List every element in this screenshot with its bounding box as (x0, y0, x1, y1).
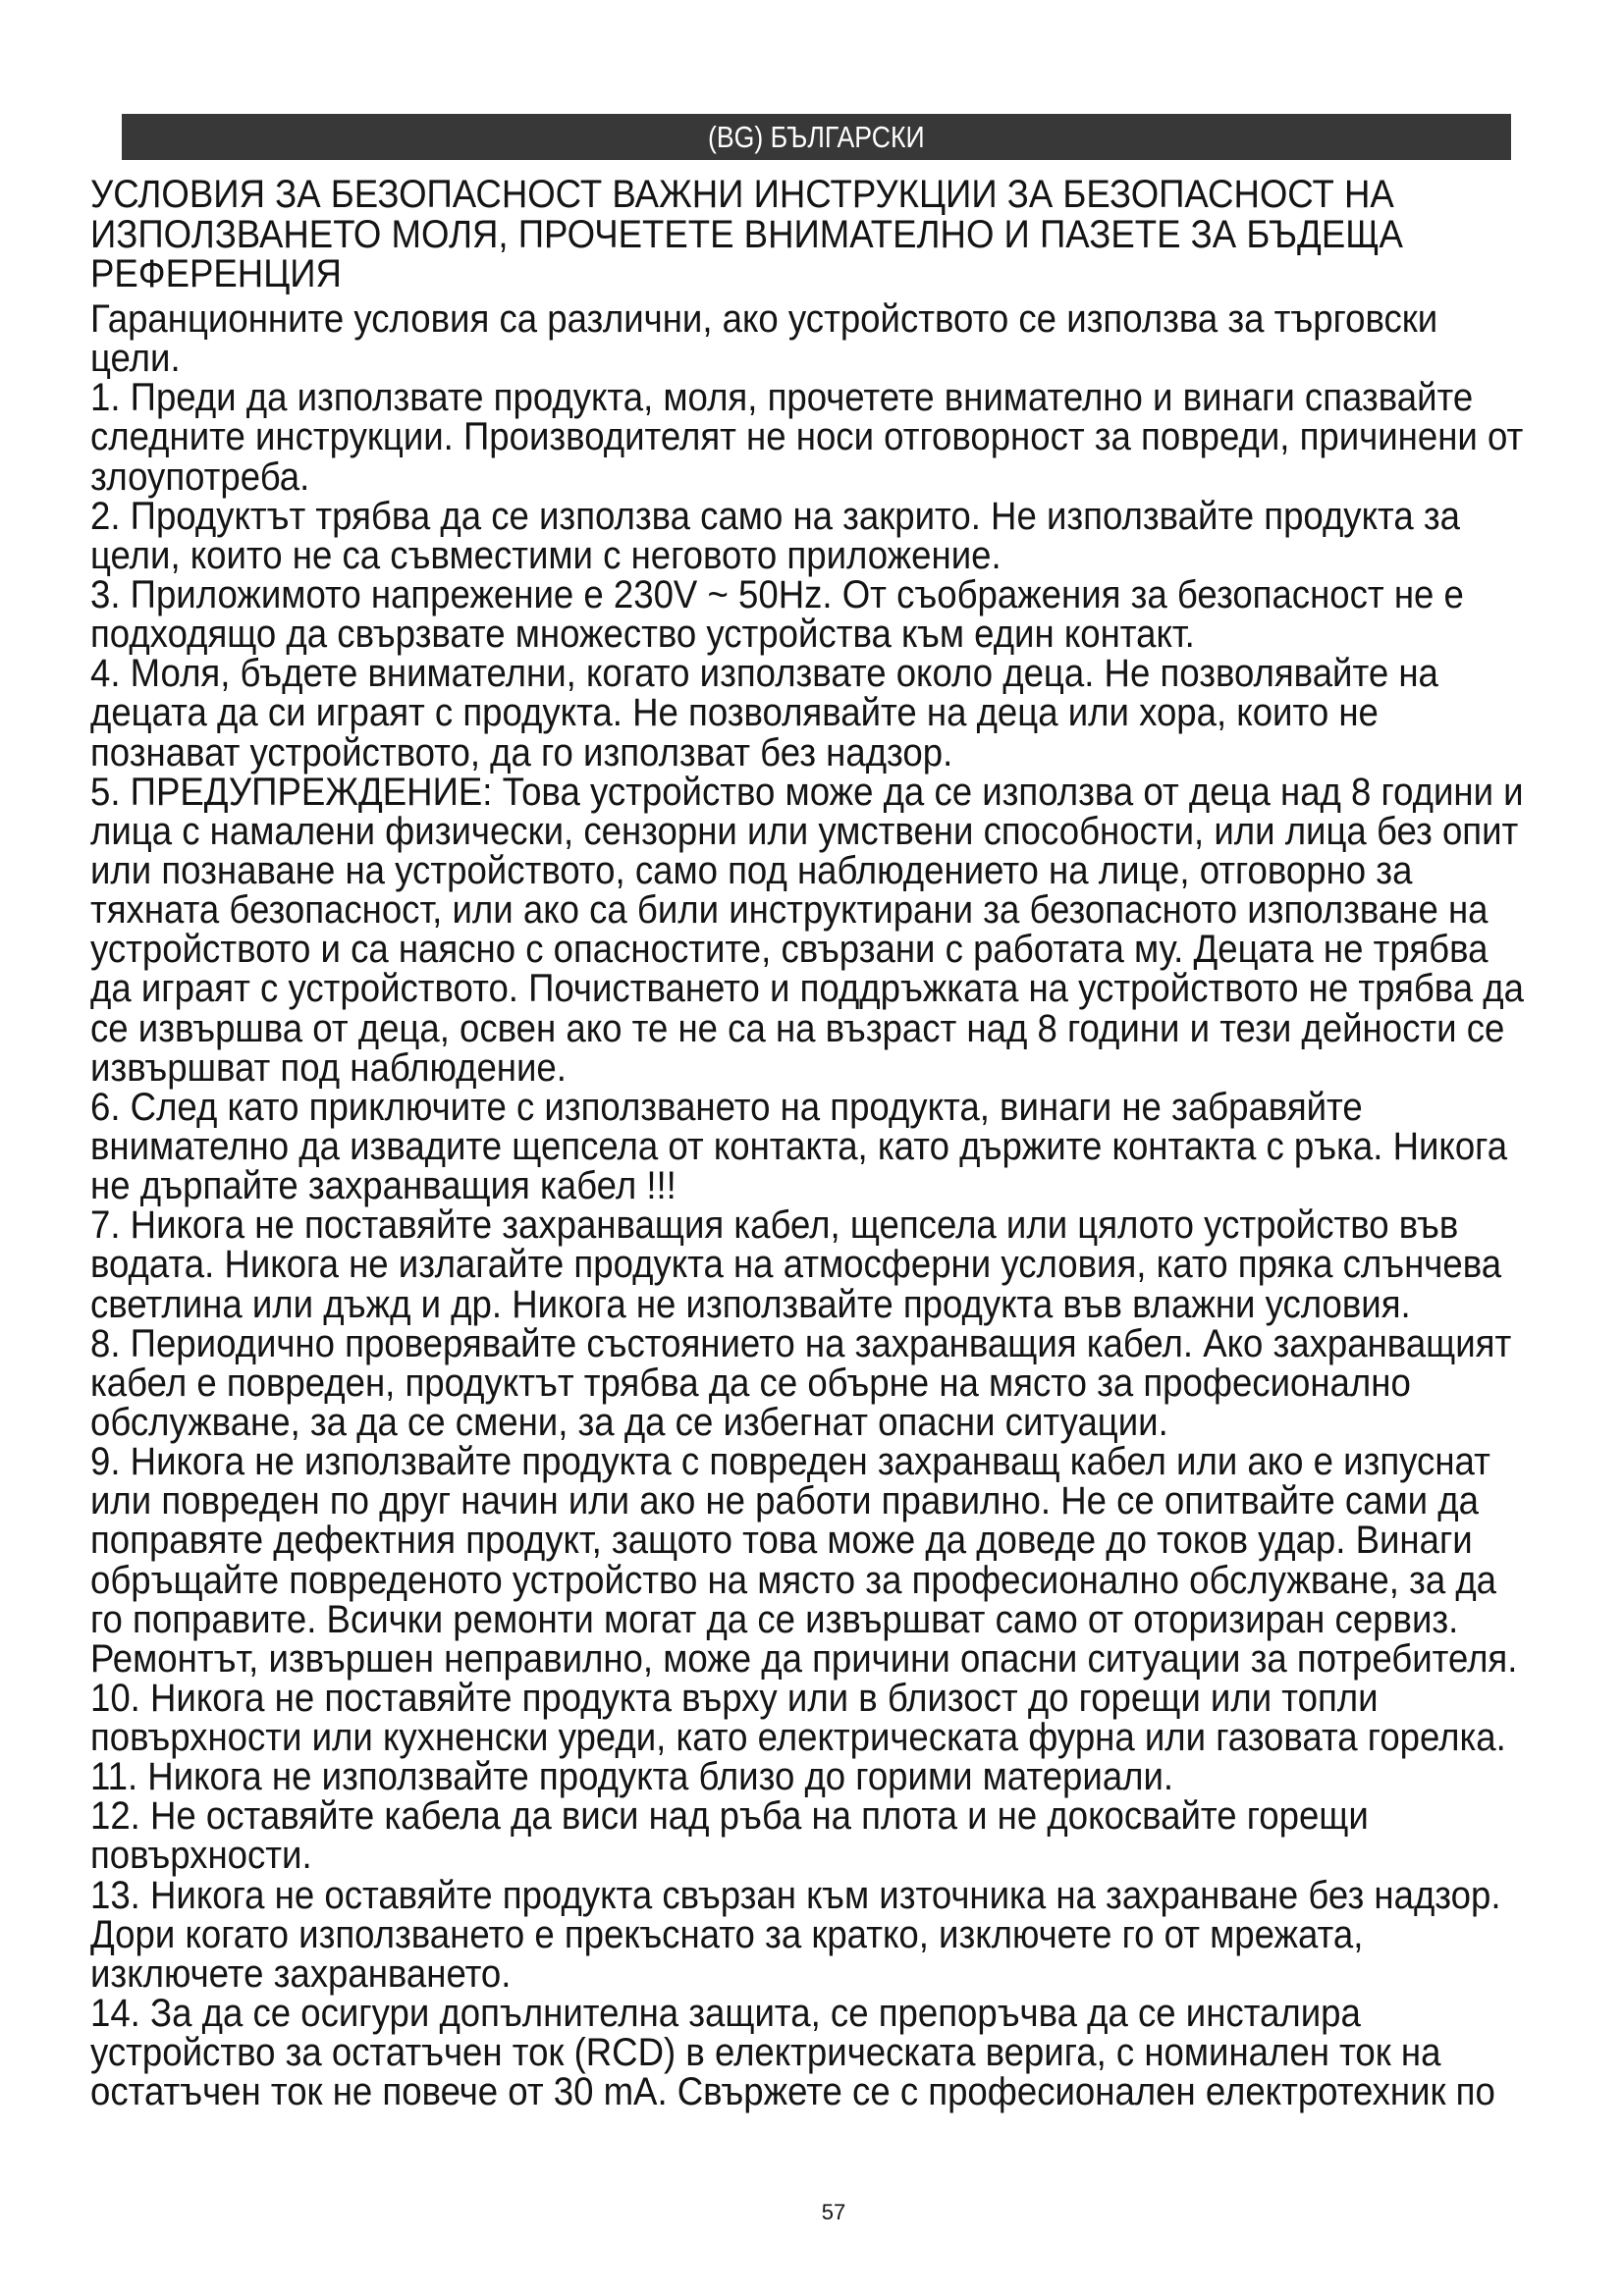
text-line: 2. Продуктът трябва да се използва само на закрито. Не използвайте продукта за (90, 494, 1460, 538)
text-line: подходящо да свързвате множество устройства към един контакт. (90, 613, 1195, 657)
language-header-bar (122, 114, 1511, 160)
instruction-1 (90, 376, 1529, 499)
text-line: 9. Никога не използвайте продукта с повреден захранващ кабел или ако е изпуснат (90, 1440, 1490, 1484)
text-line: 4. Моля, бъдете внимателни, когато използвате около деца. Не позволявайте на (90, 652, 1438, 696)
text-line: повърхности. (90, 1834, 312, 1878)
text-line: устройството и са наясно с опасностите, свързани с работата му. Децата не трябва (90, 928, 1489, 972)
title-line: УСЛОВИЯ ЗА БЕЗОПАСНОСТ ВАЖНИ ИНСТРУКЦИИ ЗА БЕЗОПАСНОСТ НА (90, 173, 1394, 216)
text-line: поправяте дефектния продукт, защото това може да доведе до токов удар. Винаги (90, 1519, 1473, 1563)
instruction-3 (90, 572, 1529, 657)
text-line: цели, които не са съвместими с неговото приложение. (90, 533, 1001, 577)
text-line: 10. Никога не поставяйте продукта върху или в близост до горещи или топли (90, 1676, 1379, 1720)
instruction-4 (90, 654, 1529, 772)
text-line: 11. Никога не използвайте продукта близо до горими материали. (90, 1755, 1174, 1799)
instruction-2 (90, 494, 1529, 577)
text-line: Ремонтът, извършен неправилно, може да причини опасни ситуации за потребителя. (90, 1636, 1518, 1681)
title-line: РЕФЕРЕНЦИЯ (90, 252, 342, 295)
instruction-6 (90, 1085, 1529, 1208)
text-line: лица с намалени физически, сензорни или умствени способности, или лица без опит (90, 809, 1519, 853)
instruction-7 (90, 1203, 1529, 1326)
text-line: 14. За да се осигури допълнителна защита, се препоръчва да се инсталира (90, 1992, 1361, 2036)
text-line: се извършва от деца, освен ако те не са на възраст над 8 години и тези дейности се (90, 1006, 1505, 1050)
text-line: го поправите. Всички ремонти могат да се извършват само от оторизиран сервиз. (90, 1597, 1459, 1641)
text-line: 1. Преди да използвате продукта, моля, прочетете внимателно и винаги спазвайте (90, 376, 1474, 420)
instruction-14 (90, 1992, 1529, 2114)
text-line: или повреден по друг начин или ако не работи правилно. Не се опитвайте сами да (90, 1479, 1479, 1523)
text-line: остатъчен ток не повече от 30 mA. Свържете се с професионален електротехник по (90, 2070, 1495, 2114)
text-line: обслужване, за да се смени, за да се избегнат опасни ситуации. (90, 1400, 1168, 1444)
title-line: ИЗПОЛЗВАНЕТО МОЛЯ, ПРОЧЕТЕТЕ ВНИМАТЕЛНО И ПАЗЕТЕ ЗА БЪДЕЩА (90, 212, 1403, 256)
text-line: внимателно да извадите щепсела от контакта, като държите контакта с ръка. Никога (90, 1124, 1508, 1168)
text-line: повърхности или кухненски уреди, като електрическата фурна или газовата горелка. (90, 1716, 1506, 1760)
text-line: 7. Никога не поставяйте захранващия кабел, щепсела или цялото устройство във (90, 1203, 1459, 1248)
text-line: кабел е повреден, продуктът трябва да се обърне на място за професионално (90, 1361, 1411, 1405)
text-line: злоупотреба. (90, 454, 310, 499)
text-line: светлина или дъжд и др. Никога не използвайте продукта във влажни условия. (90, 1282, 1411, 1326)
text-line: 8. Периодично проверявайте състоянието на захранващия кабел. Ако захранващият (90, 1321, 1512, 1365)
text-line: извършват под наблюдение. (90, 1045, 567, 1090)
language-label: (BG) БЪЛГАРСКИ (708, 120, 925, 154)
text-line: познават устройството, да го използват без надзор. (90, 730, 953, 774)
text-line: тяхната безопасност, или ако са били инструктирани за безопасното използване на (90, 888, 1489, 933)
page-title (90, 175, 1529, 294)
text-line: обръщайте повреденото устройство на място за професионално обслужване, за да (90, 1558, 1497, 1602)
text-line: Дори когато използването е прекъснато за кратко, изключете го от мрежата, (90, 1912, 1364, 1956)
text-line: да играят с устройството. Почистването и поддръжката на устройството не трябва да (90, 967, 1524, 1011)
text-line: 6. След като приключите с използването на продукта, винаги не забравяйте (90, 1085, 1363, 1129)
text-line: следните инструкции. Производителят не носи отговорност за повреди, причинени от (90, 415, 1524, 459)
instruction-9 (90, 1442, 1529, 1679)
text-line: устройство за остатъчен ток (RCD) в електрическата верига, с номинален ток на (90, 2031, 1441, 2075)
text-line: водата. Никога не излагайте продукта на атмосферни условия, като пряка слънчева (90, 1243, 1502, 1287)
instruction-5-warning (90, 770, 1529, 1090)
page-number: 57 (821, 2200, 846, 2224)
text-line: 5. ПРЕДУПРЕЖДЕНИЕ: Това устройство може да се използва от деца над 8 години и (90, 770, 1524, 814)
instruction-12 (90, 1794, 1529, 1878)
text-line: 12. Не оставяйте кабела да виси над ръба на плота и не докосвайте горещи (90, 1794, 1369, 1839)
text-line: децата да си играят с продукта. Не позволявайте на деца или хора, които не (90, 691, 1379, 735)
instruction-11 (90, 1755, 1529, 1799)
text-line: не дърпайте захранващия кабел !!! (90, 1164, 677, 1208)
document-body (90, 297, 1529, 2114)
text-line: цели. (90, 337, 181, 381)
instruction-8 (90, 1321, 1529, 1444)
text-line: или познаване на устройството, само под наблюдението на лице, отговорно за (90, 848, 1413, 892)
text-line: 3. Приложимото напрежение е 230V ~ 50Hz. От съображения за безопасност не е (90, 572, 1464, 616)
intro-paragraph (90, 297, 1529, 381)
text-line: изключете захранването. (90, 1951, 512, 1996)
text-line: 13. Никога не оставяйте продукта свързан към източника на захранване без надзор. (90, 1873, 1501, 1917)
text-line: Гаранционните условия са различни, ако устройството се използва за търговски (90, 297, 1438, 341)
instruction-10 (90, 1676, 1529, 1760)
instruction-13 (90, 1873, 1529, 1996)
